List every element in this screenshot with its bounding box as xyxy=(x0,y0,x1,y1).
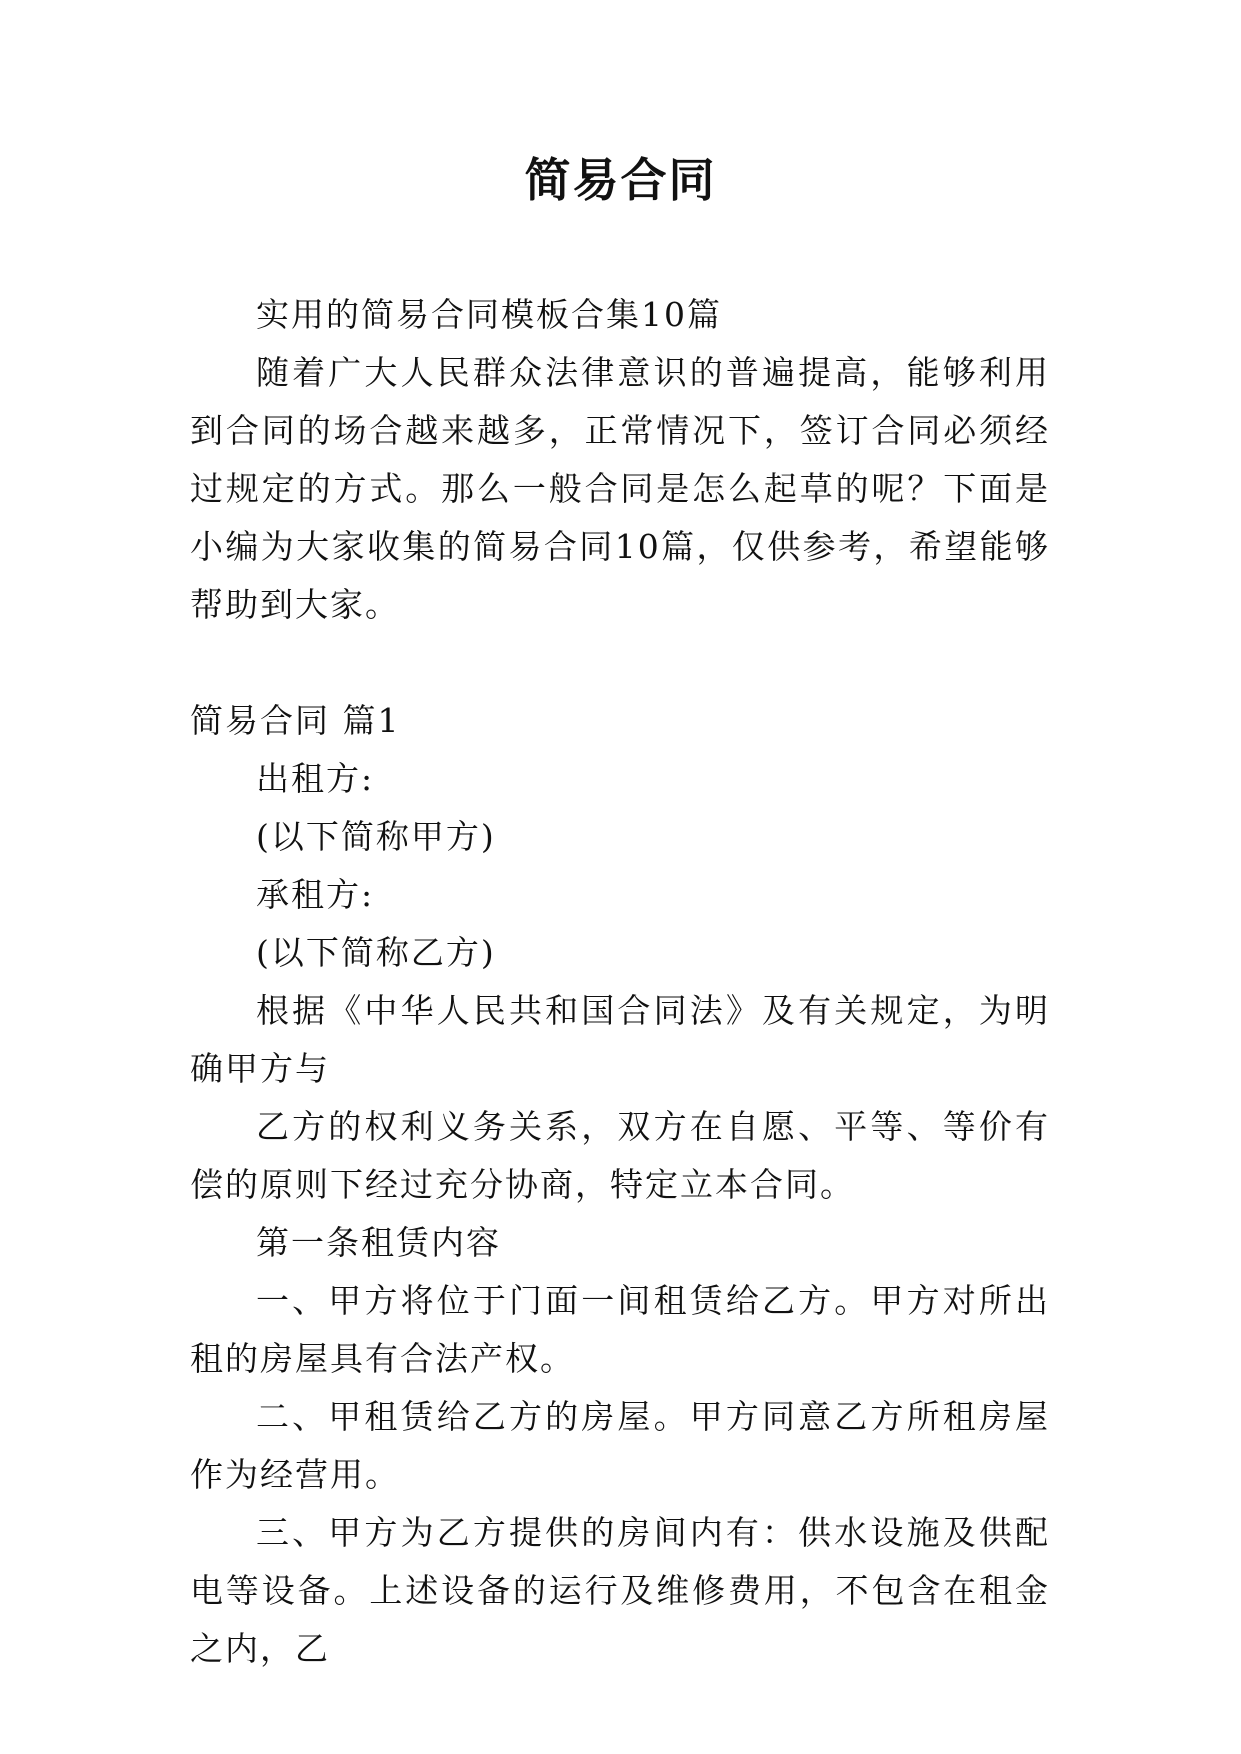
intro-heading: 实用的简易合同模板合集10篇 xyxy=(256,295,722,334)
lessee-note: (以下简称乙方) xyxy=(256,933,496,972)
lessee-line: 承租方: xyxy=(256,875,375,914)
clause-three: 三、甲方为乙方提供的房间内有：供水设施及供配电等设备。上述设备的运行及维修费用，不包含在租金之内，乙 xyxy=(190,1513,1050,1668)
clause-one: 一、甲方将位于门面一间租赁给乙方。甲方对所出租的房屋具有合法产权。 xyxy=(190,1281,1050,1378)
section-heading: 简易合同 篇1 xyxy=(190,701,401,740)
lessor-line: 出租方: xyxy=(256,759,375,798)
intro-paragraph: 随着广大人民群众法律意识的普遍提高，能够利用到合同的场合越来越多，正常情况下，签订合同必须经过规定的方式。那么一般合同是怎么起草的呢？下面是小编为大家收集的简易合同10篇，仅供参考，希望能够帮助到大家。 xyxy=(190,353,1050,624)
clause-two: 二、甲租赁给乙方的房屋。甲方同意乙方所租房屋作为经营用。 xyxy=(190,1397,1050,1494)
lessor-note: (以下简称甲方) xyxy=(256,817,496,856)
article-heading: 第一条租赁内容 xyxy=(256,1223,501,1262)
rights-paragraph: 乙方的权利义务关系，双方在自愿、平等、等价有偿的原则下经过充分协商，特定立本合同。 xyxy=(190,1107,1050,1204)
document-title: 简易合同 xyxy=(524,153,717,207)
paragraph-spacer xyxy=(190,634,1050,692)
basis-paragraph: 根据《中华人民共和国合同法》及有关规定，为明确甲方与 xyxy=(190,991,1050,1088)
document-body xyxy=(190,286,1050,1678)
